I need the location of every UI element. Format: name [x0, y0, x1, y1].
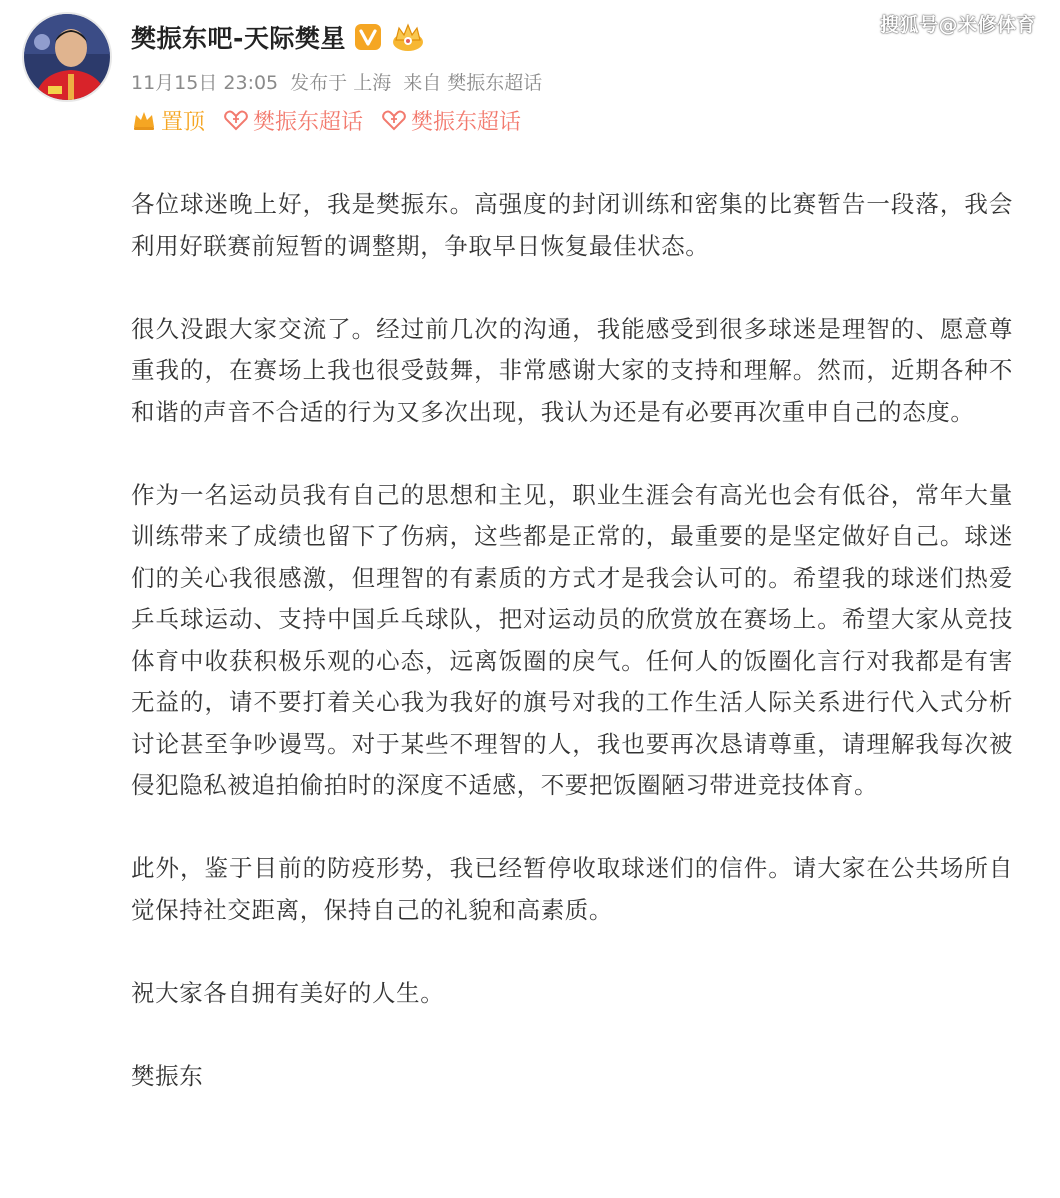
verified-v-icon [354, 23, 382, 51]
author-name[interactable]: 樊振东吧-天际樊星 [131, 24, 346, 53]
super-topic-link[interactable] [381, 105, 521, 136]
post-paragraph: 此外，鉴于目前的防疫形势，我已经暂停收取球迷们的信件。请大家在公共场所自觉保持社交距离，保持自己的礼貌和高素质。 [131, 854, 1013, 924]
post-signature: 樊振东 [131, 1061, 204, 1090]
crown-icon [131, 108, 157, 132]
watermark: 搜狐号@米修体育 [879, 14, 1036, 36]
post-meta [131, 68, 542, 95]
post-time: 11月15日 23:05 [131, 72, 279, 94]
post-location: 发布于 上海 [290, 72, 392, 94]
pinned-label: 置顶 [161, 109, 206, 135]
tag-row [131, 103, 521, 137]
post-paragraph: 各位球迷晚上好，我是樊振东。高强度的封闭训练和密集的比赛暂告一段落，我会利用好联赛前短暂的调整期，争取早日恢复最佳状态。 [131, 190, 1013, 260]
post-paragraph: 很久没跟大家交流了。经过前几次的沟通，我能感受到很多球迷是理智的、愿意尊重我的，在赛场上我也很受鼓舞，非常感谢大家的支持和理解。然而，近期各种不和谐的声音不合适的行为又多次出现，我认为还是有必要再次重申自己的态度。 [131, 314, 1013, 426]
user-avatar[interactable] [22, 12, 112, 102]
super-topic-label: 樊振东超话 [411, 109, 522, 135]
author-row [131, 19, 426, 55]
super-topic-icon [223, 108, 249, 132]
super-topic-icon [381, 108, 407, 132]
crown-badge-icon [390, 22, 426, 52]
super-topic-label: 樊振东超话 [253, 109, 364, 135]
post-source[interactable]: 来自 樊振东超话 [403, 72, 543, 94]
post-paragraph: 作为一名运动员我有自己的思想和主见，职业生涯会有高光也会有低谷，常年大量训练带来了成绩也留下了伤病，这些都是正常的，最重要的是坚定做好自己。球迷们的关心我很感激，但理智的有素质的方式才是我会认可的。希望我的球迷们热爱乒乓球运动、支持中国乒乓球队，把对运动员的欣赏放在赛场上。希望大家从竞技体育中收获积极乐观的心态，远离饭圈的戾气。任何人的饭圈化言行对我都是有害无益的，请不要打着关心我为我好的旗号对我的工作生活人际关系进行代入式分析讨论甚至争吵谩骂。对于某些不理智的人，我也要再次恳请尊重，请理解我每次被侵犯隐私被追拍偷拍时的深度不适感，不要把饭圈陋习带进竞技体育。 [131, 480, 1013, 799]
pinned-tag [131, 105, 205, 136]
post-paragraph: 祝大家各自拥有美好的人生。 [131, 978, 445, 1007]
super-topic-link[interactable] [223, 105, 363, 136]
post-body [131, 184, 1013, 1097]
